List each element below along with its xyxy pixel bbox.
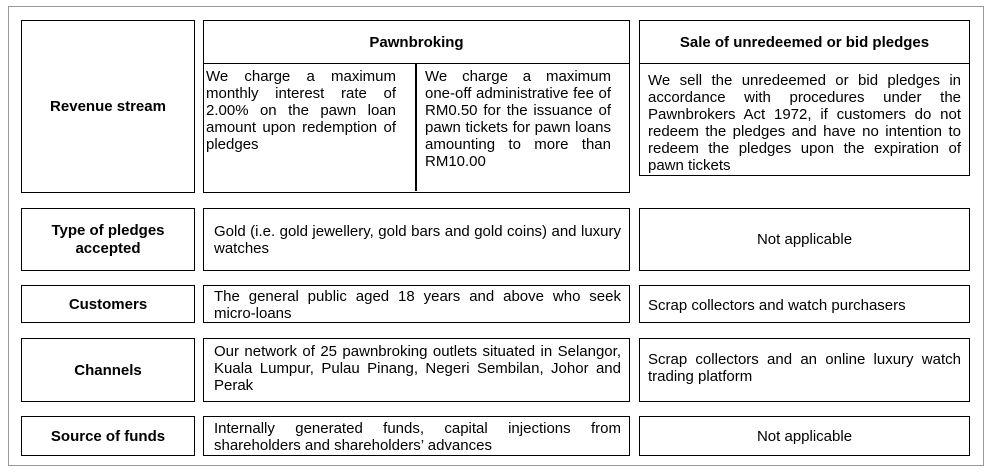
- customers-pawn-cell: [203, 285, 630, 323]
- row-label-revenue-stream: [21, 20, 195, 193]
- row-label-customers: [21, 285, 195, 323]
- revenue-pawn-interest-text: We charge a maximum monthly interest rate of 2.00% on the pawn loan amount upon redemption of pledges: [206, 68, 396, 153]
- source-of-funds-label: Source of funds: [50, 427, 166, 445]
- row-label-type-of-pledges: [21, 208, 195, 271]
- channels-sale-cell: [639, 338, 970, 402]
- type-pawn-cell: [203, 208, 630, 271]
- header-sale-label: Sale of unredeemed or bid pledges: [679, 33, 930, 51]
- type-sale-text: Not applicable: [756, 231, 853, 248]
- row-label-channels: [21, 338, 195, 402]
- customers-sale-cell: [639, 285, 970, 323]
- customers-label: Customers: [68, 295, 148, 313]
- revenue-stream-label: Revenue stream: [50, 98, 166, 115]
- funds-pawn-text: Internally generated funds, capital injections from shareholders and shareholders’ advances: [214, 420, 621, 454]
- revenue-pawn-divider: [415, 64, 417, 191]
- channels-sale-text: Scrap collectors and an online luxury watch trading platform: [648, 351, 961, 385]
- channels-pawn-cell: [203, 338, 630, 402]
- funds-sale-text: Not applicable: [756, 427, 853, 445]
- header-pawnbroking-label: Pawnbroking: [369, 33, 464, 51]
- revenue-sale-cell: [639, 63, 970, 176]
- type-of-pledges-label: Type of pledges accepted: [51, 221, 165, 257]
- revenue-pawn-cell: [203, 63, 630, 193]
- customers-pawn-text: The general public aged 18 years and above who seek micro-loans: [214, 288, 621, 322]
- revenue-pawn-fee-text: We charge a maximum one-off administrative fee of RM0.50 for the issuance of pawn tickets for pawn loans amounting to more than RM10.00: [425, 68, 611, 170]
- funds-sale-cell: [639, 416, 970, 456]
- header-pawnbroking: [203, 20, 630, 64]
- header-sale-of-pledges: [639, 20, 970, 64]
- type-sale-cell: [639, 208, 970, 271]
- channels-label: Channels: [74, 361, 142, 379]
- customers-sale-text: Scrap collectors and watch purchasers: [648, 297, 906, 314]
- funds-pawn-cell: [203, 416, 630, 456]
- type-pawn-text: Gold (i.e. gold jewellery, gold bars and gold coins) and luxury watches: [214, 223, 621, 257]
- channels-pawn-text: Our network of 25 pawnbroking outlets situated in Selangor, Kuala Lumpur, Pulau Pinang, Negeri Sembilan, Johor and Perak: [214, 343, 621, 394]
- revenue-sale-text: We sell the unredeemed or bid pledges in accordance with procedures under the Pawnbrokers Act 1972, if customers do not redeem the pledges and have no intention to redeem the pledges upon the expiration of pawn tickets: [648, 72, 961, 174]
- row-label-source-of-funds: [21, 416, 195, 456]
